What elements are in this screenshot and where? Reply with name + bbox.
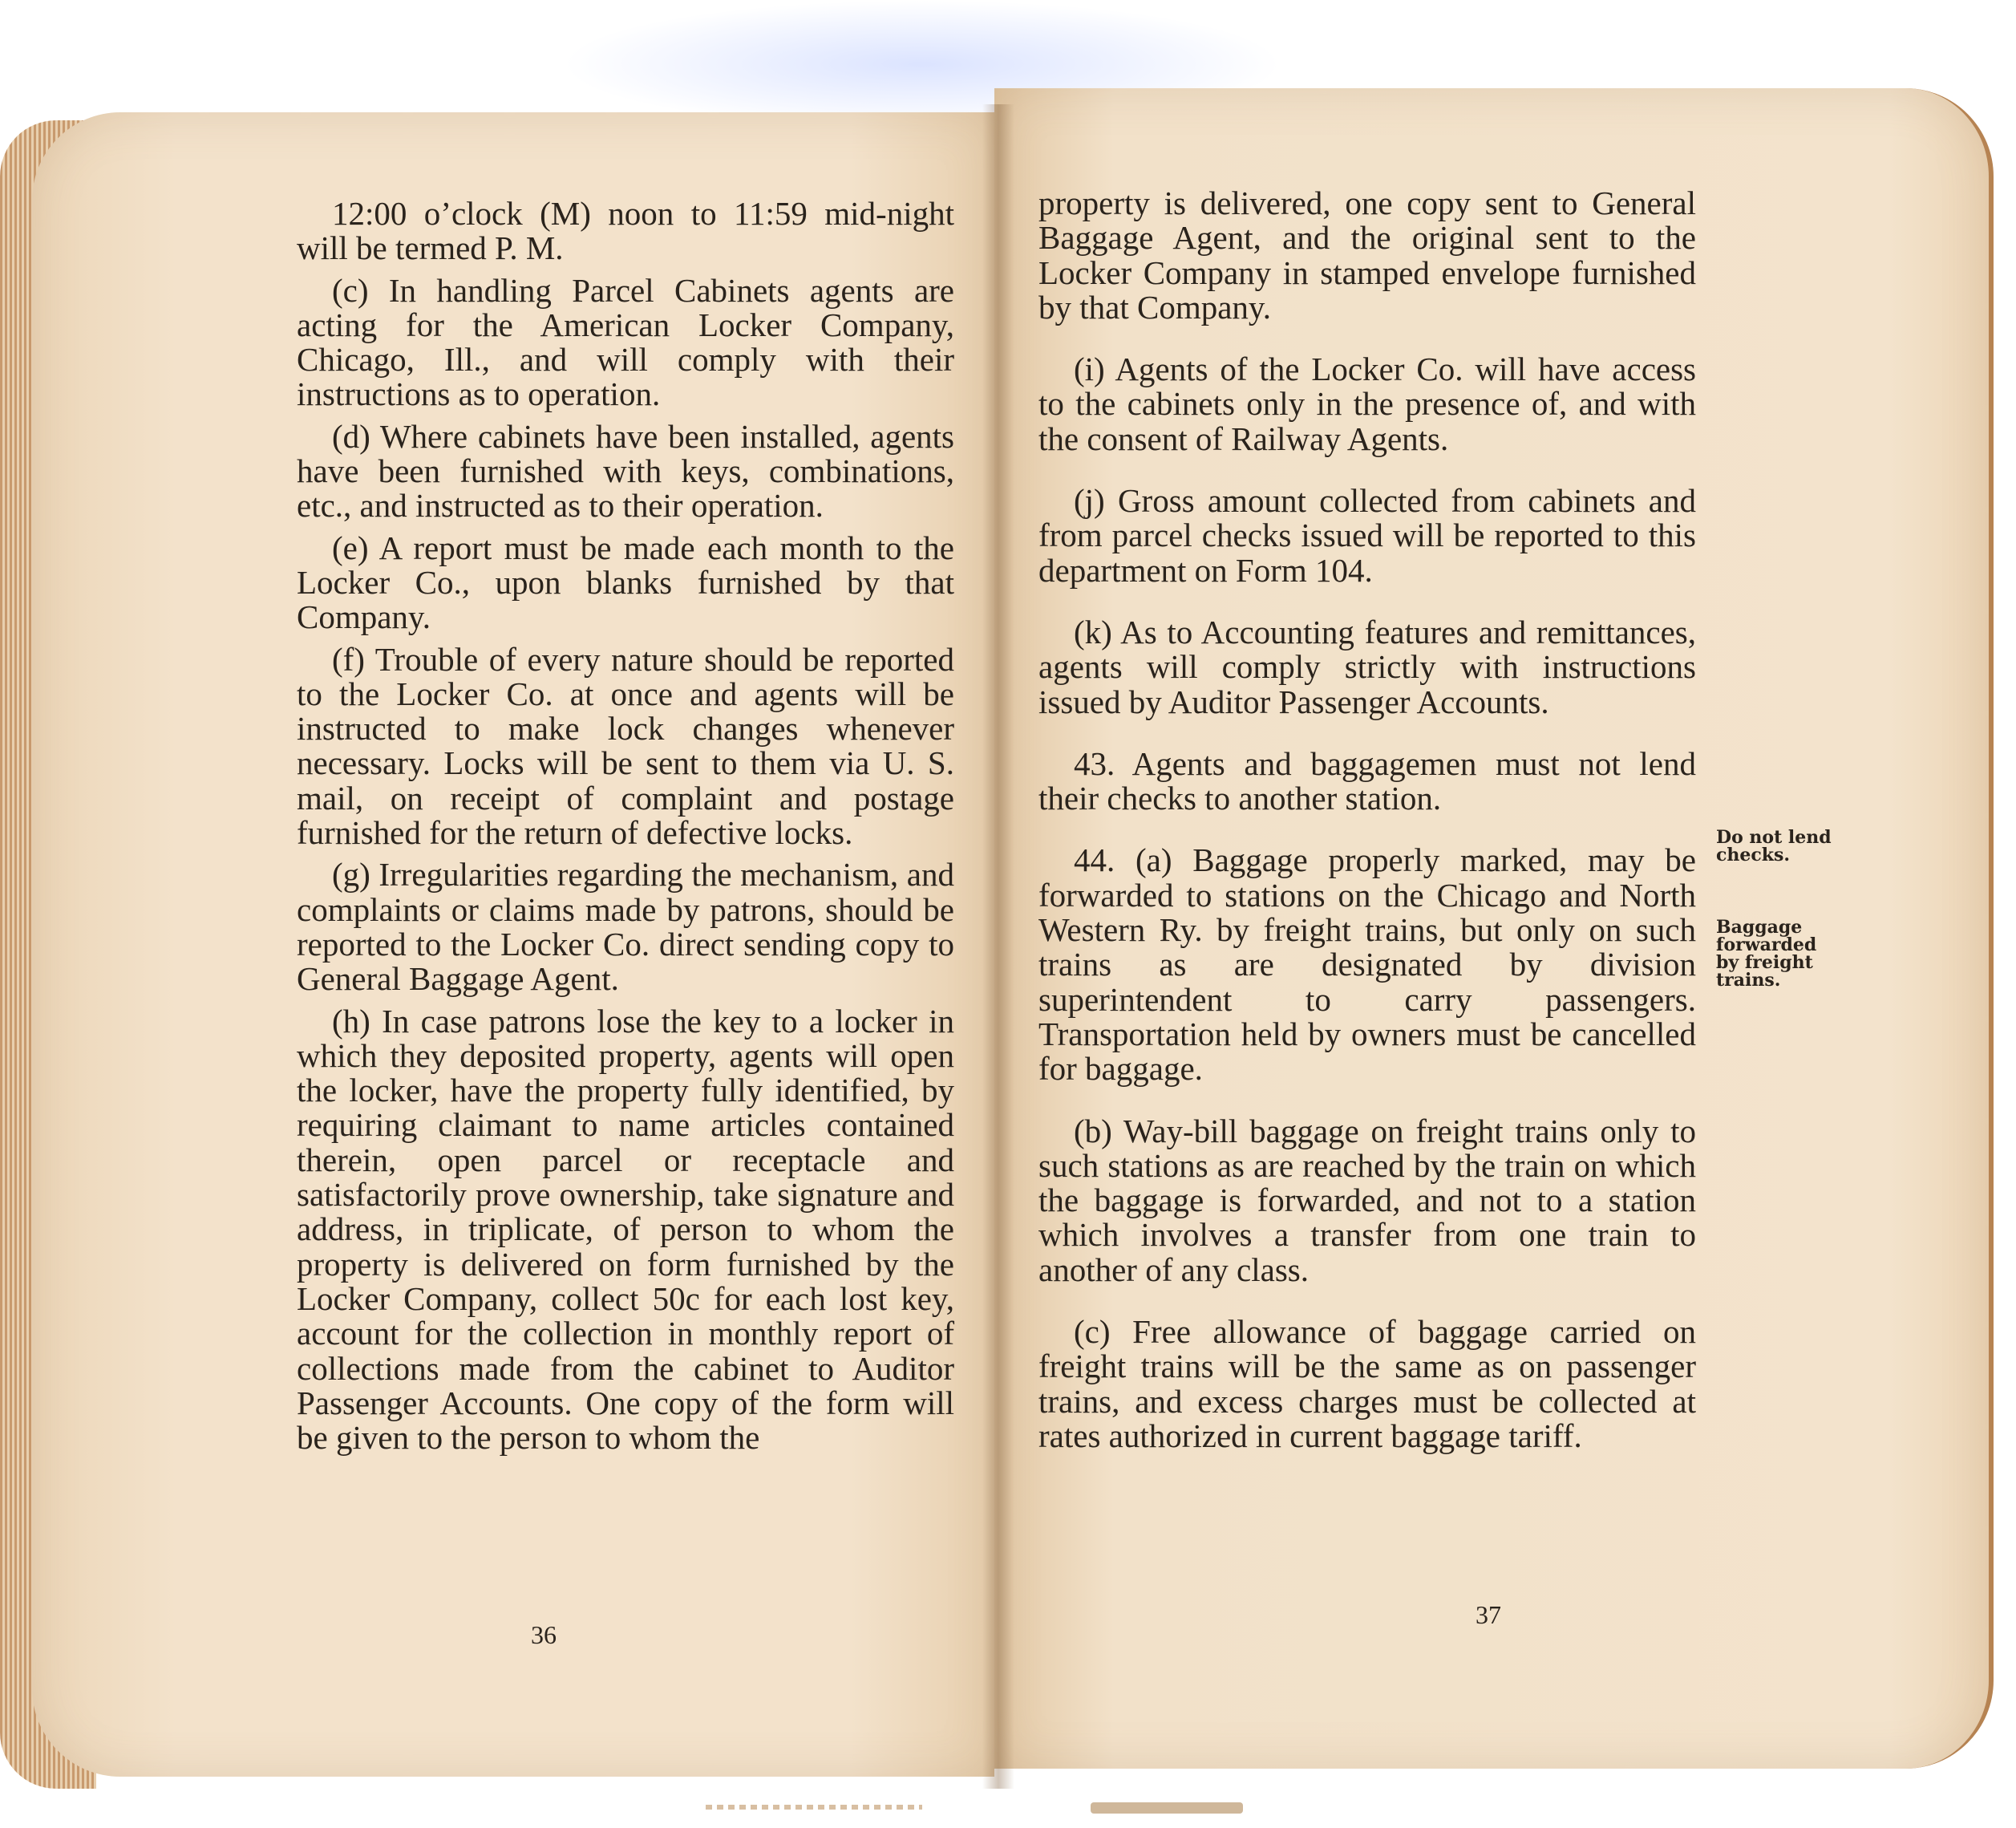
- binding-stitch: [1091, 1802, 1243, 1814]
- open-book: [0, 96, 2016, 1781]
- page-number-left: 36: [531, 1620, 557, 1649]
- sidenote-baggage-forwarded: Baggage forwarded by freight trains.: [1716, 917, 1817, 991]
- right-paragraph-i: (i) Agents of the Locker Co. will have access to the cabinets only in the presence of, and with the consent of Railway Agents.: [1038, 351, 1696, 457]
- right-page-text: [1038, 186, 1696, 1453]
- right-paragraph-k: (k) As to Accounting features and remittances, agents will comply strictly with instructions issued by Auditor Passenger Accounts.: [1038, 613, 1696, 720]
- right-paragraph-44b: (b) Way-bill baggage on freight trains only to such stations as are reached by the train on which the baggage is forwarded, and not to a station which involves a transfer from one train to another of any class.: [1038, 1112, 1696, 1288]
- left-paragraph-e: (e) A report must be made each month to the Locker Co., upon blanks furnished by that Company.: [297, 529, 954, 636]
- left-paragraph-g: (g) Irregularities regarding the mechanism, and complaints or claims made by patrons, should be reported to the Locker Co. direct sending copy to General Baggage Agent.: [297, 856, 954, 998]
- left-page-text: [297, 197, 954, 1455]
- right-paragraph-44c: (c) Free allowance of baggage carried on freight trains will be the same as on passenger trains, and excess charges must be collected at rates authorized in current baggage tariff.: [1038, 1313, 1696, 1454]
- sidenote-do-not-lend: Do not lend checks.: [1716, 827, 1832, 865]
- right-paragraph-43: 43. Agents and baggagemen must not lend their checks to another station.: [1038, 744, 1696, 817]
- left-paragraph-h: (h) In case patrons lose the key to a locker in which they deposited property, agents will open the locker, have the property fully identified, by requiring claimant to name articles contained therein, open parcel or receptacle and satisfactorily prove ownership, take signature and address, in triplicate, of person to whom the property is delivered on form furnished by the Locker Company, collect 50c for each lost key, account for the collection in monthly report of collections made from the cabinet to Auditor Passenger Accounts. One copy of the form will be given to the person to whom the: [297, 1002, 954, 1457]
- left-paragraph-d: (d) Where cabinets have been installed, agents have been furnished with keys, combinations, etc., and instructed as to their operation.: [297, 417, 954, 525]
- right-paragraph-j: (j) Gross amount collected from cabinets and from parcel checks issued will be reported to this department on Form 104.: [1038, 482, 1696, 589]
- signature-mark: [706, 1805, 922, 1810]
- left-paragraph-c: (c) In handling Parcel Cabinets agents are acting for the American Locker Company, Chicago, Ill., and will comply with their instructions as to operation.: [297, 271, 954, 413]
- book-gutter: [982, 104, 1014, 1789]
- left-paragraph-f: (f) Trouble of every nature should be reported to the Locker Co. at once and agents will be instructed to make lock changes whenever necessary. Locks will be sent to them via U. S. mail, on receipt of complaint and postage furnished for the return of defective locks.: [297, 640, 954, 852]
- page-number-right: 37: [1476, 1600, 1501, 1629]
- right-paragraph-continued: property is delivered, one copy sent to General Baggage Agent, and the original sent to the Locker Company in stamped envelope furnished by that Company.: [1038, 184, 1696, 326]
- left-paragraph-time: 12:00 o’clock (M) noon to 11:59 mid-night will be termed P. M.: [297, 195, 954, 267]
- right-paragraph-44a: 44. (a) Baggage properly marked, may be forwarded to stations on the Chicago and North Western Ry. by freight trains, but only on such trains as are designated by division superintendent to carry passengers. Transportation held by owners must be cancelled for baggage.: [1038, 841, 1696, 1088]
